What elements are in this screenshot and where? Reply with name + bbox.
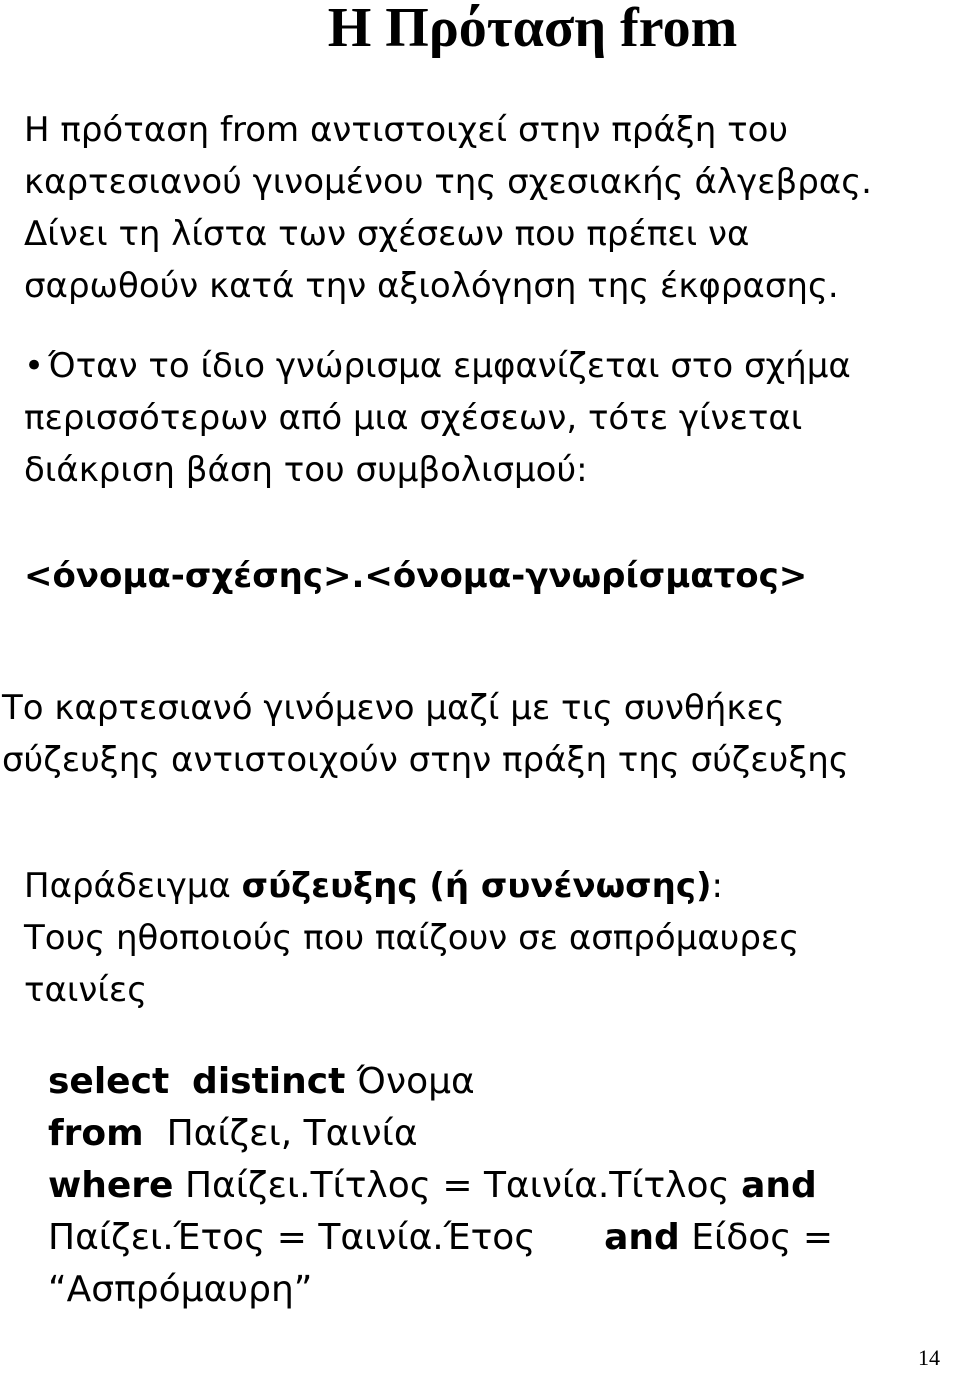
from-expression: Παίζει, Ταινία [166, 1113, 418, 1154]
example-line: Τους ηθοποιούς που παίζουν σε ασπρόμαυρες [24, 918, 800, 958]
select-expression: Όνομα [356, 1061, 475, 1102]
page-title [0, 0, 960, 59]
query-line-select [48, 1056, 833, 1108]
page-title-text: Η Πρόταση from [327, 0, 738, 59]
example-paragraph [24, 860, 952, 1016]
query-line-where [48, 1160, 833, 1212]
distinct-keyword: distinct [192, 1061, 346, 1102]
query-line-condition [48, 1212, 833, 1264]
condition-expression-2: Είδος = [691, 1217, 833, 1258]
where-expression: Παίζει.Τίτλος = Ταινία.Τίτλος [184, 1165, 730, 1206]
notation [24, 550, 952, 602]
value-literal: “Ασπρόμαυρη” [48, 1269, 313, 1310]
example-suffix: : [711, 866, 723, 906]
example-prefix: Παράδειγμα [24, 866, 242, 906]
bullet-line: περισσότερων από μια σχέσεων, τότε γίνεται [24, 398, 803, 438]
notation-text: <όνομα-σχέσης>.<όνομα-γνωρίσματος> [24, 556, 808, 596]
bullet-text: Όταν το ίδιο γνώρισμα εμφανίζεται στο σχήμα [48, 346, 851, 386]
example-bold: σύζευξης (ή συνένωσης) [241, 866, 712, 906]
intro-line: Η πρόταση from αντιστοιχεί στην πράξη του [24, 110, 789, 150]
where-keyword: where [48, 1165, 174, 1206]
bullet-line: διάκριση βάση του συμβολισμού: [24, 450, 588, 490]
intro-line: Δίνει τη λίστα των σχέσεων που πρέπει να [24, 214, 750, 254]
query-line-from [48, 1108, 833, 1160]
page-number: 14 [918, 1345, 940, 1370]
and-keyword: and [604, 1217, 680, 1258]
cartesian-line: σύζευξης αντιστοιχούν στην πράξη της σύζευξης [2, 740, 849, 780]
bullet-line [24, 340, 952, 392]
cartesian-paragraph [2, 682, 952, 786]
sql-query [48, 1056, 833, 1316]
query-line-value [48, 1264, 833, 1316]
condition-expression: Παίζει.Έτος = Ταινία.Έτος [48, 1217, 536, 1258]
intro-paragraph [24, 104, 952, 312]
intro-line: καρτεσιανού γινομένου της σχεσιακής άλγεβρας. [24, 162, 872, 202]
and-keyword: and [741, 1165, 817, 1206]
from-keyword: from [48, 1113, 144, 1154]
select-keyword: select [48, 1061, 170, 1102]
example-heading [24, 860, 952, 912]
example-line: ταινίες [24, 970, 148, 1010]
bullet-paragraph [24, 340, 952, 496]
bullet-icon: • [24, 346, 45, 386]
intro-line: σαρωθούν κατά την αξιολόγηση της έκφρασης. [24, 266, 839, 306]
cartesian-line: Το καρτεσιανό γινόμενο μαζί με τις συνθήκες [2, 688, 785, 728]
